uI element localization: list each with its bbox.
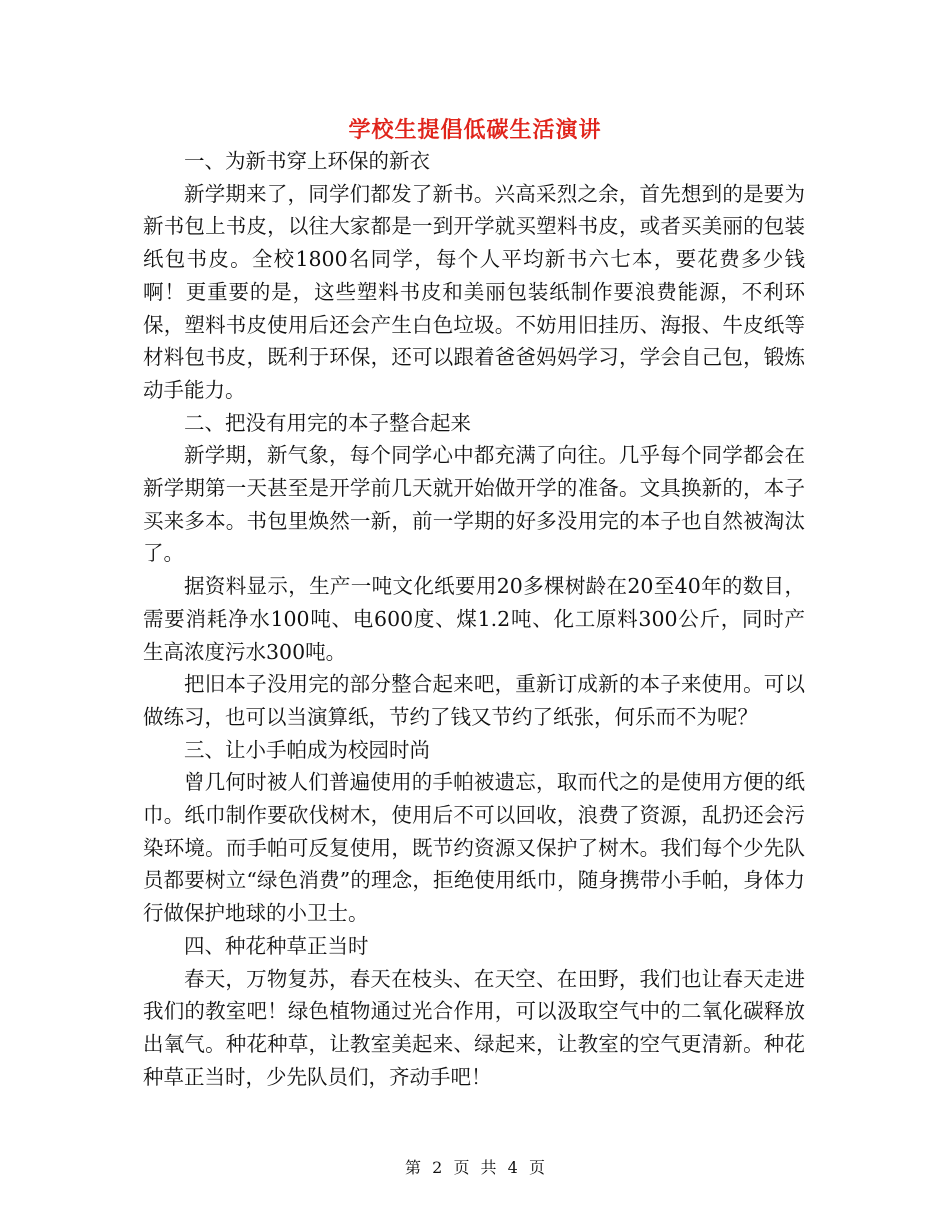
section-heading: 二、把没有用完的本子整合起来 <box>184 410 471 435</box>
footer-prefix: 第 <box>405 1158 422 1177</box>
footer-total-unit: 页 <box>528 1158 545 1177</box>
footer-total-prefix: 共 <box>480 1158 497 1177</box>
document-title: 学校生提倡低碳生活演讲 <box>348 118 602 143</box>
paragraph: 把旧本子没用完的部分整合起来吧，重新订成新的本子来使用。可以做练习，也可以当演算纸，节约了钱又节约了纸张，何乐而不为呢？ <box>143 672 805 729</box>
section-heading: 四、种花种草正当时 <box>184 933 369 958</box>
paragraph: 春天，万物复苏，春天在枝头、在天空、在田野，我们也让春天走进我们的教室吧！绿色植物通过光合作用，可以汲取空气中的二氧化碳释放出氧气。种花种草，让教室美起来、绿起来，让教室的空气更清新。种花种草正当时，少先队员们，齐动手吧！ <box>143 966 805 1089</box>
document-body <box>143 145 805 1093</box>
footer-page-unit: 页 <box>453 1158 470 1177</box>
section-heading: 一、为新书穿上环保的新衣 <box>184 149 430 173</box>
page-footer <box>0 1155 950 1178</box>
paragraph: 新学期，新气象，每个同学心中都充满了向往。几乎每个同学都会在新学期第一天甚至是开学前几天就开始做开学的准备。文具换新的，本子买来多本。书包里焕然一新，前一学期的好多没用完的本子也自然被淘汰了。 <box>143 443 805 566</box>
page-number: 2 <box>432 1158 443 1177</box>
total-pages: 4 <box>507 1158 518 1177</box>
paragraph: 据资料显示，生产一吨文化纸要用20多棵树龄在20至40年的数目，需要消耗净水100吨、电600度、煤1.2吨、化工原料300公斤，同时产生高浓度污水300吨。 <box>143 574 805 664</box>
section-heading: 三、让小手帕成为校园时尚 <box>184 737 430 762</box>
paragraph: 新学期来了，同学们都发了新书。兴高采烈之余，首先想到的是要为新书包上书皮，以往大家都是一到开学就买塑料书皮，或者买美丽的包装纸包书皮。全校1800名同学，每个人平均新书六七本，要花费多少钱啊！更重要的是，这些塑料书皮和美丽包装纸制作要浪费能源，不利环保，塑料书皮使用后还会产生白色垃圾。不妨用旧挂历、海报、牛皮纸等材料包书皮，既利于环保，还可以跟着爸爸妈妈学习，学会自己包，锻炼动手能力。 <box>143 181 805 402</box>
paragraph: 曾几何时被人们普遍使用的手帕被遗忘，取而代之的是使用方便的纸巾。纸巾制作要砍伐树木，使用后不可以回收，浪费了资源，乱扔还会污染环境。而手帕可反复使用，既节约资源又保护了树木。我们每个少先队员都要树立“绿色消费”的理念，拒绝使用纸巾，随身携带小手帕，身体力行做保护地球的小卫士。 <box>143 770 805 926</box>
